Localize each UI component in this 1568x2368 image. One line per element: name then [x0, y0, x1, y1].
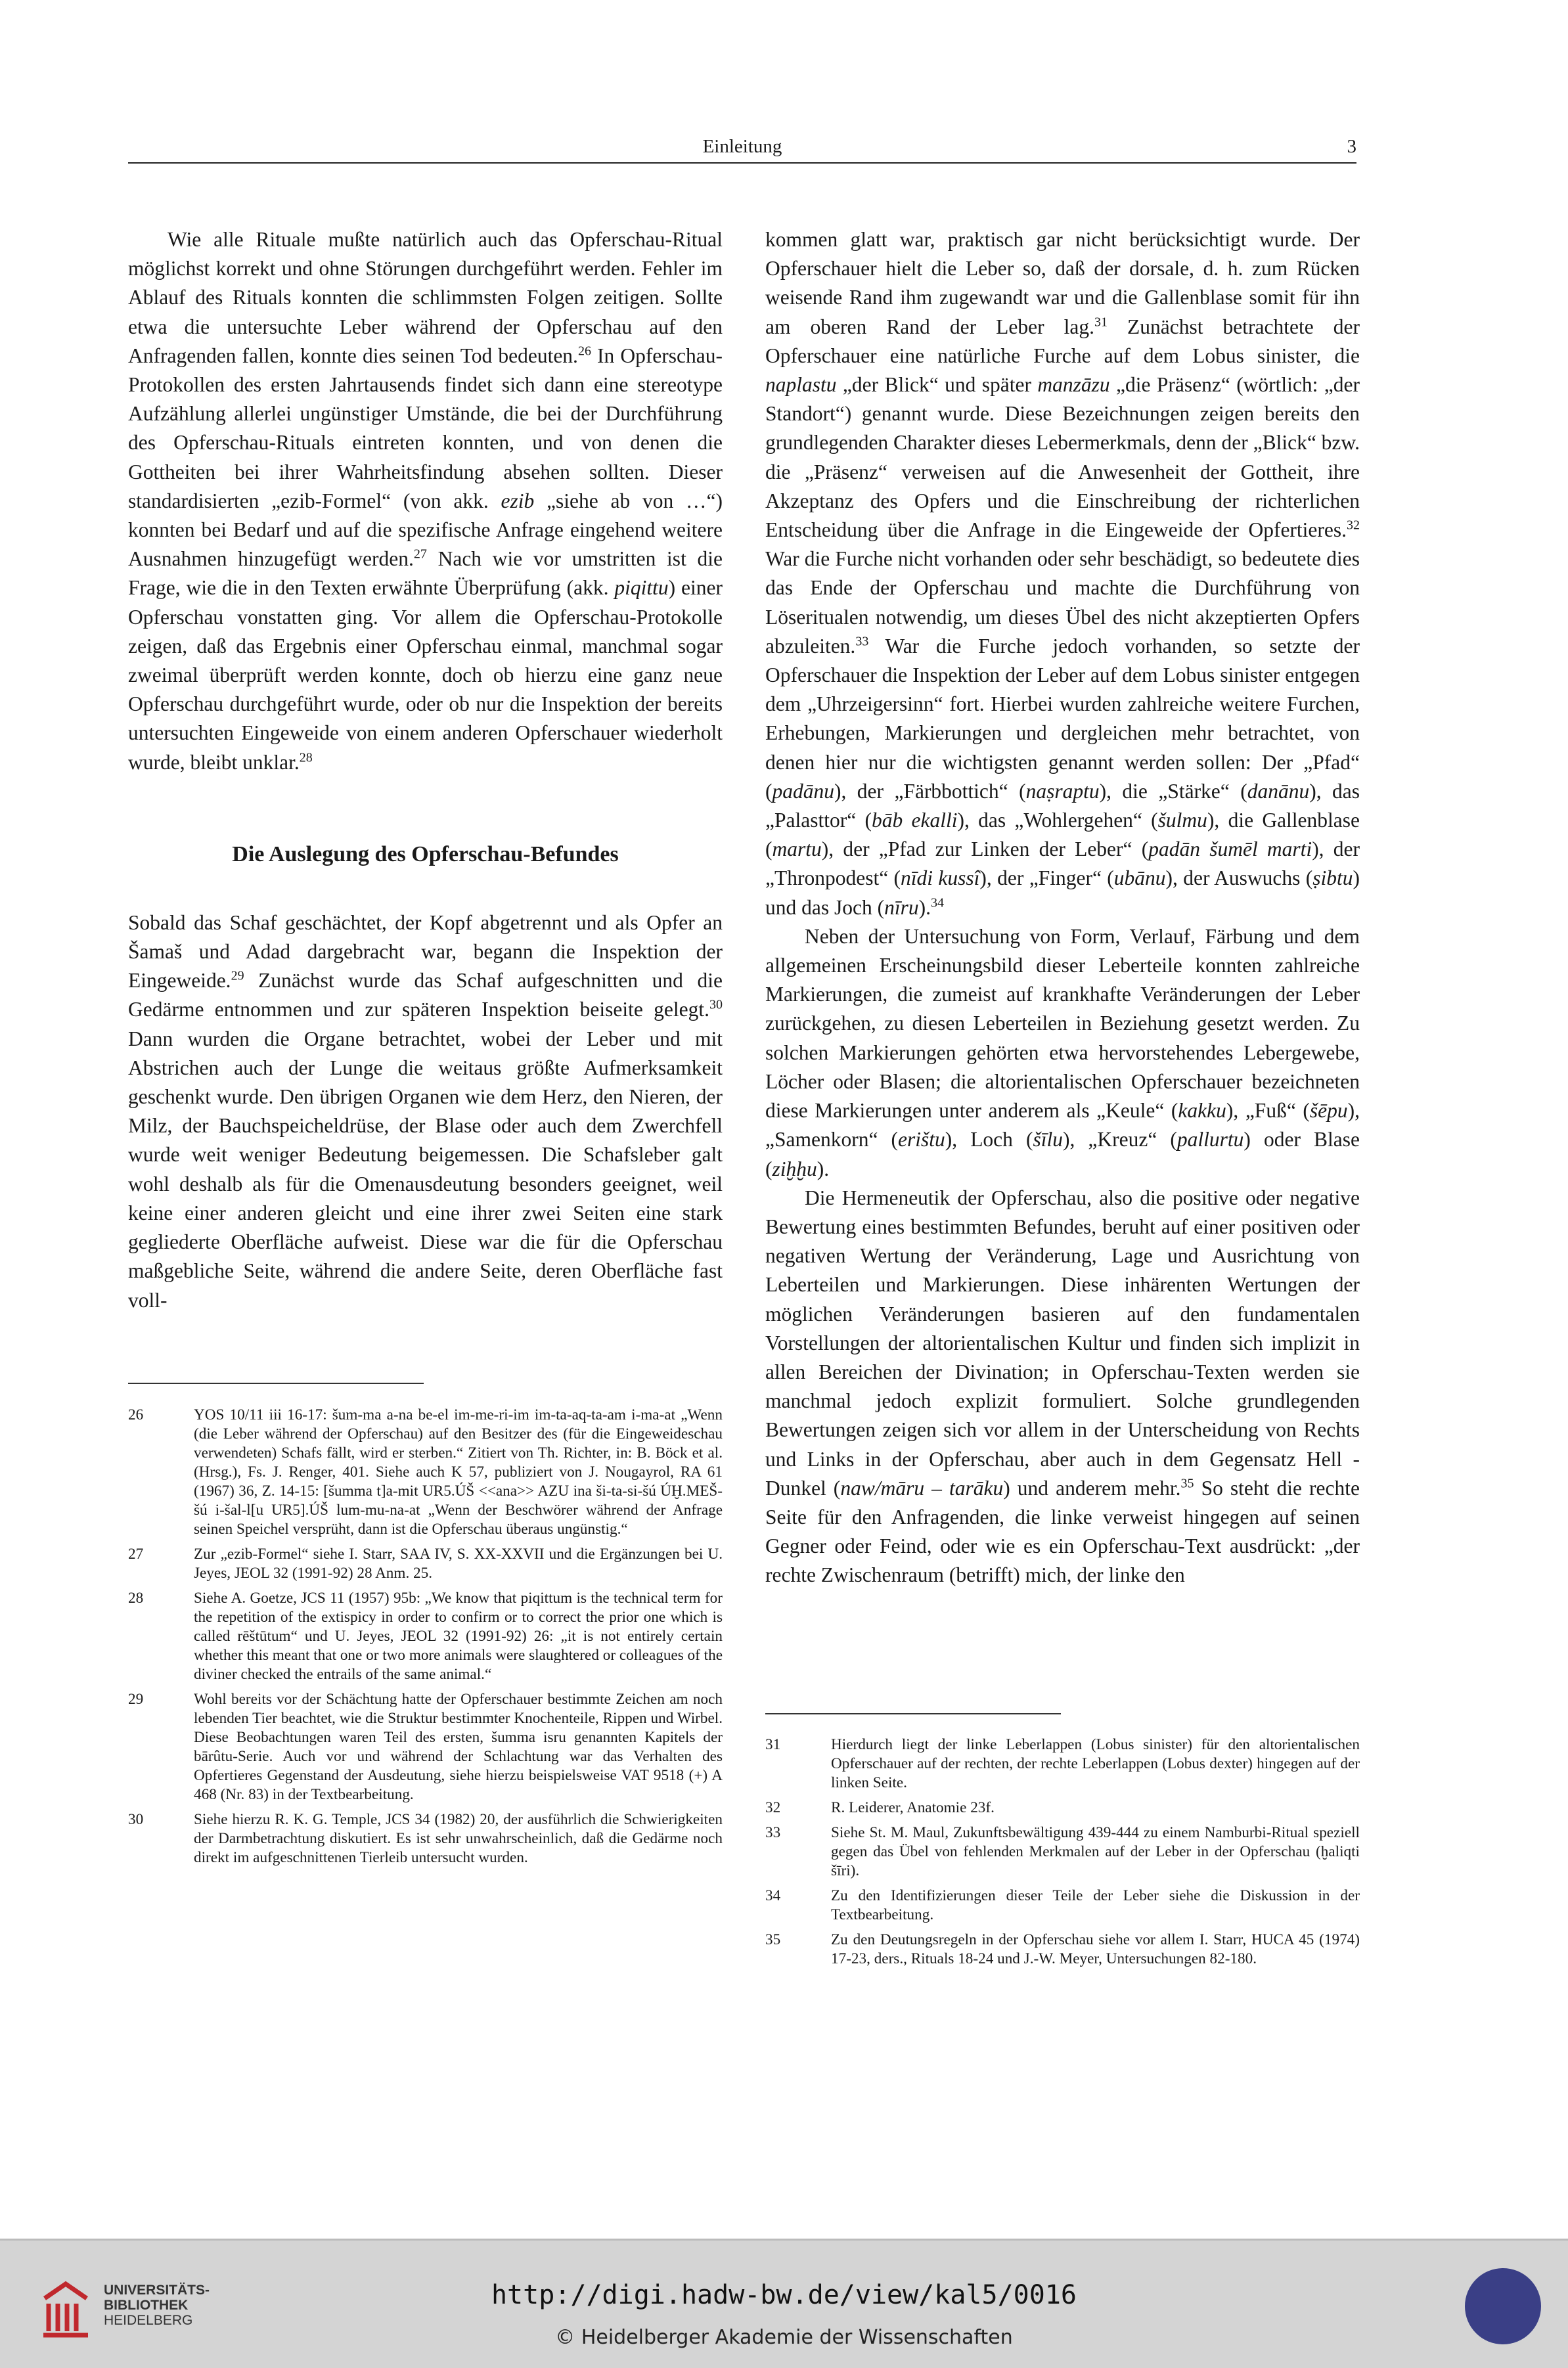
footnote-number: 27 — [128, 1546, 144, 1563]
footnote — [765, 1823, 1360, 1881]
footnote-rule-right — [765, 1713, 1061, 1714]
footnote-text: Siehe St. M. Maul, Zukunftsbewältigung 439-444 zu einem Namburbi-Ritual speziell gegen das Übel von fehlenden Merkmalen auf der Leber in der Opferschau (ḫaliqti šīri). — [831, 1824, 1360, 1879]
footnote-number: 33 — [765, 1824, 781, 1841]
footnote-ref[interactable]: 35 — [1180, 1476, 1194, 1491]
permalink-url[interactable]: http://digi.hadw-bw.de/view/kal5/0016 — [491, 2280, 1077, 2310]
footnote-text: Zur „ezib-Formel“ siehe I. Starr, SAA IV, S. XX-XXVII und die Ergänzungen bei U. Jeyes, JEOL 32 (1991-92) 28 Anm. 25. — [194, 1546, 723, 1582]
footnote-ref[interactable]: 32 — [1347, 518, 1360, 533]
footnote-number: 29 — [128, 1691, 144, 1708]
paragraph-hermeneutics: Die Hermeneutik der Opferschau, also die positive oder negative Bewertung eines bestimmten Befundes, beruht auf einer positiven oder negativen Wertung der Veränderung, Lage und Ausrichtung von Leberteilen und Markierungen. Diese inhärenten Wertungen der möglichen Veränderungen basieren auf den fundamentalen Vorstellungen der altorientalischen Kultur und finden sich implizit in allen Bereichen der Divination; in Opferschau-Texten werden sie manchmal jedoch explizit formuliert. Solche grundlegenden Bewertungen zeigen sich vor allem in der Unterscheidung von Rechts und Links in der Opferschau, aber auch in dem Gegensatz Hell - Dunkel (naw/māru – tarāku) und anderem mehr.$^{35}$ So steht die rechte Seite für den Anfragenden, die linke verweist hingegen auf seinen Gegner oder Feind, oder wie es ein Opferschau-Text ausdrückt: „der rechte Zwischenraum (betrifft) mich, der linke den — [765, 1186, 1360, 1587]
footnote-number: 32 — [765, 1799, 781, 1816]
footnote — [128, 1406, 723, 1539]
paragraph-markings: Neben der Untersuchung von Form, Verlauf, Färbung und dem allgemeinen Erscheinungsbild dieser Leberteile konnten zahlreiche Markierungen, die zumeist auf krankhafte Veränderungen der Leber zurückgehen, zu diesen Leberteilen in Beziehung gesetzt werden. Zu solchen Markierungen gehörten etwa hervorstehendes Lebergewebe, Löcher oder Blasen; die altorientalischen Opferschauer bezeichneten diese Markierungen unter anderem als „Keule“ (kakku), „Fuß“ (šēpu), „Samenkorn“ (erištu), Loch (šīlu), „Kreuz“ (pallurtu) oder Blase (ziḫḫu). — [765, 924, 1360, 1180]
footnote-ref[interactable]: 28 — [299, 750, 313, 765]
footnote-number: 28 — [128, 1590, 144, 1607]
footnotes-left — [128, 1406, 723, 1873]
viewer-footer — [0, 2239, 1568, 2368]
footnote-text: Zu den Identifizierungen dieser Teile der Leber siehe die Diskussion in der Textbearbeitung. — [831, 1887, 1360, 1923]
footnote-ref[interactable]: 34 — [931, 895, 944, 910]
footnote-text: Wohl bereits vor der Schächtung hatte der Opferschauer bestimmte Zeichen am noch lebenden Tier beachtet, wie die Struktur bestimmter Knochenteile, Rippen und Wirbel. Diese Beobachtungen waren Teil des ersten, šumma isru genannten Kapitels der bārûtu-Serie. Auch vor und während der Schlachtung war das Verhalten des Opfertieres Gegenstand der Ausdeutung, siehe hierzu beispielsweise VAT 9518 (+) A 468 (Nr. 83) in der Textbearbeitung. — [194, 1691, 723, 1803]
footnote — [128, 1589, 723, 1684]
footnote-ref[interactable]: 30 — [709, 997, 723, 1012]
section-heading: Die Auslegung des Opferschau-Befundes — [232, 841, 619, 866]
copyright-notice: © Heidelberger Akademie der Wissenschaften — [555, 2326, 1013, 2349]
footnote-rule-left — [128, 1383, 424, 1384]
footnote-text: Siehe hierzu R. K. G. Temple, JCS 34 (1982) 20, der ausführlich die Schwierigkeiten der Darmbetrachtung diskutiert. Es ist sehr unwahrscheinlich, daß die Gedärme noch direkt im aufgeschnittenen Tierleib untersucht wurden. — [194, 1811, 723, 1866]
footnote-text: Zu den Deutungsregeln in der Opferschau siehe vor allem I. Starr, HUCA 45 (1974) 17-23, ders., Rituals 18-24 und J.-W. Meyer, Untersuchungen 82-180. — [831, 1931, 1360, 1967]
footnote-number: 34 — [765, 1887, 781, 1904]
footnote-text: YOS 10/11 iii 16-17: šum-ma a-na be-el im-me-ri-im im-ta-aq-ta-am i-ma-at „Wenn (die Leber während der Opferschau) auf den Besitzer des (für die Eingeweideschau verwendeten) Schafs fällt, wird er sterben.“ Zitiert von Th. Richter, in: B. Böck et al. (Hrsg.), Fs. J. Renger, 401. Siehe auch K 57, publiziert von J. Nougayrol, RA 61 (1967) 36, Z. 14-15: [šumma t]a-mit UR5.ÚŠ <<ana>> AZU ina ši-ta-si-šú ÚḪ.MEŠ-šú i-šal-l[u UR5].ÚŠ lum-mu-na-at „Wenn der Beschwörer während der Anfrage seinen Speichel versprüht, dann ist die Opferschau überaus ungünstig.“ — [194, 1406, 723, 1538]
footnote — [128, 1810, 723, 1867]
library-name: UNIVERSITÄTS- BIBLIOTHEK HEIDELBERG — [104, 2283, 210, 2328]
footnote — [765, 1735, 1360, 1793]
footnote-number: 26 — [128, 1406, 144, 1423]
footnote-ref[interactable]: 33 — [855, 634, 869, 649]
left-column — [128, 225, 723, 1315]
paragraph-liver-parts: kommen glatt war, praktisch gar nicht berücksichtigt wurde. Der Opferschauer hielt die Leber so, daß der dorsale, d. h. zum Rücken weisende Rand ihm zugewandt war und die Gallenblase somit für ihn am oberen Rand der Leber lag.$^{31}$ Zunächst betrachtete der Opferschauer eine natürliche Furche auf dem Lobus sinister, die naplastu „der Blick“ und später manzāzu „die Präsenz“ (wörtlich: „der Standort“) genannt wurde. Diese Bezeichnungen zeigen bereits den grundlegenden Charakter dieses Lebermerkmals, denn der „Blick“ bzw. die „Präsenz“ verweisen auf die Anwesenheit der Gottheit, ihre Akzeptanz des Opfers und die Einschreibung der richterlichen Entscheidung über die Anfrage in die Eingeweide der Opfertieres.$^{32}$ War die Furche nicht vorhanden oder sehr beschädigt, so bedeutete dies das Ende der Opferschau und machte die Durchführung von Löseritualen notwendig, um dieses Übel des nicht akzeptierten Opfers abzuleiten.$^{33}$ War die Furche jedoch vorhanden, so setzte der Opferschauer die Inspektion der Leber auf dem Lobus sinister entgegen dem „Uhrzeigersinn“ fort. Hierbei wurden zahlreiche weitere Furchen, Erhebungen, Markierungen und dergleichen mehr betrachtet, von denen hier nur die wichtigsten genannt werden sollen: Der „Pfad“ (padānu), der „Färbbottich“ (naṣraptu), die „Stärke“ (danānu), das „Palasttor“ (bāb ekalli), das „Wohlergehen“ (šulmu), die Gallenblase (martu), der „Pfad zur Linken der Leber“ (padān šumēl marti), der „Thronpodest“ (nīdi kussî), der „Finger“ (ubānu), der Auswuchs (ṣibtu) und das Joch (nīru).$^{34}$ — [765, 228, 1360, 919]
footnote-number: 31 — [765, 1736, 781, 1753]
right-column — [765, 225, 1360, 1590]
footnote — [765, 1887, 1360, 1925]
footnote-ref[interactable]: 31 — [1094, 315, 1108, 330]
footnote-ref[interactable]: 29 — [231, 968, 244, 983]
footnote-text: Hierdurch liegt der linke Leberlappen (Lobus sinister) für den altorientalischen Opferschauer auf der rechten, der rechte Leberlappen (Lobus dexter) hingegen auf der linken Seite. — [831, 1736, 1360, 1791]
footnote-text: R. Leiderer, Anatomie 23f. — [831, 1799, 995, 1816]
footnote — [128, 1690, 723, 1804]
footnote — [765, 1931, 1360, 1969]
footnote — [128, 1545, 723, 1583]
running-header — [128, 128, 1356, 164]
footnote — [765, 1798, 1360, 1818]
footnote-number: 30 — [128, 1811, 144, 1828]
footnote-ref[interactable]: 27 — [413, 547, 427, 562]
page-number: 3 — [1347, 136, 1356, 157]
paragraph-inspection: Sobald das Schaf geschächtet, der Kopf abgetrennt und als Opfer an Šamaš und Adad dargebracht war, begann die Inspektion der Eingeweide.$^{29}$ Zunächst wurde das Schaf aufgeschnitten und die Gedärme entnommen und zur späteren Inspektion beiseite gelegt.$^{30}$ Dann wurden die Organe betrachtet, wobei der Leber und mit Abstrichen auch der Lunge die weitaus größte Aufmerksamkeit geschenkt wurde. Den übrigen Organen wie dem Herz, den Nieren, der Milz, der Bauchspeicheldrüse, der Blase oder auch dem Zwerchfell wurde weit weniger Bedeutung beigemessen. Die Schafsleber galt wohl deshalb als für die Omenausdeutung besonders geeignet, weil keine einer anderen gleicht und eine ihrer zwei Seiten eine stark gegliederte Oberfläche aufweist. Diese war die für die Opferschau maßgebliche Seite, während die andere Seite, deren Oberfläche fast voll- — [128, 910, 723, 1312]
footnote-text: Siehe A. Goetze, JCS 11 (1957) 95b: „We know that piqittum is the technical term for the repetition of the extispicy in order to confirm or to correct the prior one which is called rēštūtum“ und U. Jeyes, JEOL 32 (1991-92) 26: „it is not entirely certain whether this meant that one or two more animals were slaughtered or colleagues of the diviner checked the entrails of the same animal.“ — [194, 1590, 723, 1683]
footnote-number: 35 — [765, 1931, 781, 1948]
paragraph-ritual: Wie alle Rituale mußte natürlich auch das Opferschau-Ritual möglichst korrekt und ohne Störungen durchgeführt werden. Fehler im Ablauf des Rituals konnten die schlimmsten Folgen zeitigen. Sollte etwa die untersuchte Leber während der Opferschau auf den Anfragenden fallen, konnte dies seinen Tod bedeuten.$^{26}$ In Opferschau-Protokollen des ersten Jahrtausends findet sich dann eine stereotype Aufzählung allerlei ungünstiger Umstände, die bei der Durchführung des Opferschau-Rituals eintreten konnten, und von denen die Gottheiten bei ihrer Wahrheitsfindung absehen sollten. Dieser standardisierten „ezib-Formel“ (von akk. ezib „siehe ab von …“) konnten bei Bedarf und auf die spezifische Anfrage eingehend weitere Ausnahmen hinzugefügt werden.$^{27}$ Nach wie vor umstritten ist die Frage, wie die in den Texten erwähnte Überprüfung (akk. piqittu) einer Opferschau vonstatten ging. Vor allem die Opferschau-Protokolle zeigen, daß das Ergebnis einer Opferschau einmal, manchmal sogar zweimal überprüft werden konnte, doch ob hierzu eine ganz neue Opferschau durchgeführt wurde, oder ob nur die Inspektion der bereits untersuchten Eingeweide von einem anderen Opferschauer wiederholt wurde, bleibt unklar.$^{28}$ — [128, 228, 723, 774]
running-title: Einleitung — [702, 136, 782, 157]
footnotes-right — [765, 1735, 1360, 1975]
footnote-ref[interactable]: 26 — [577, 344, 591, 359]
academy-seal-icon — [1465, 2268, 1541, 2344]
